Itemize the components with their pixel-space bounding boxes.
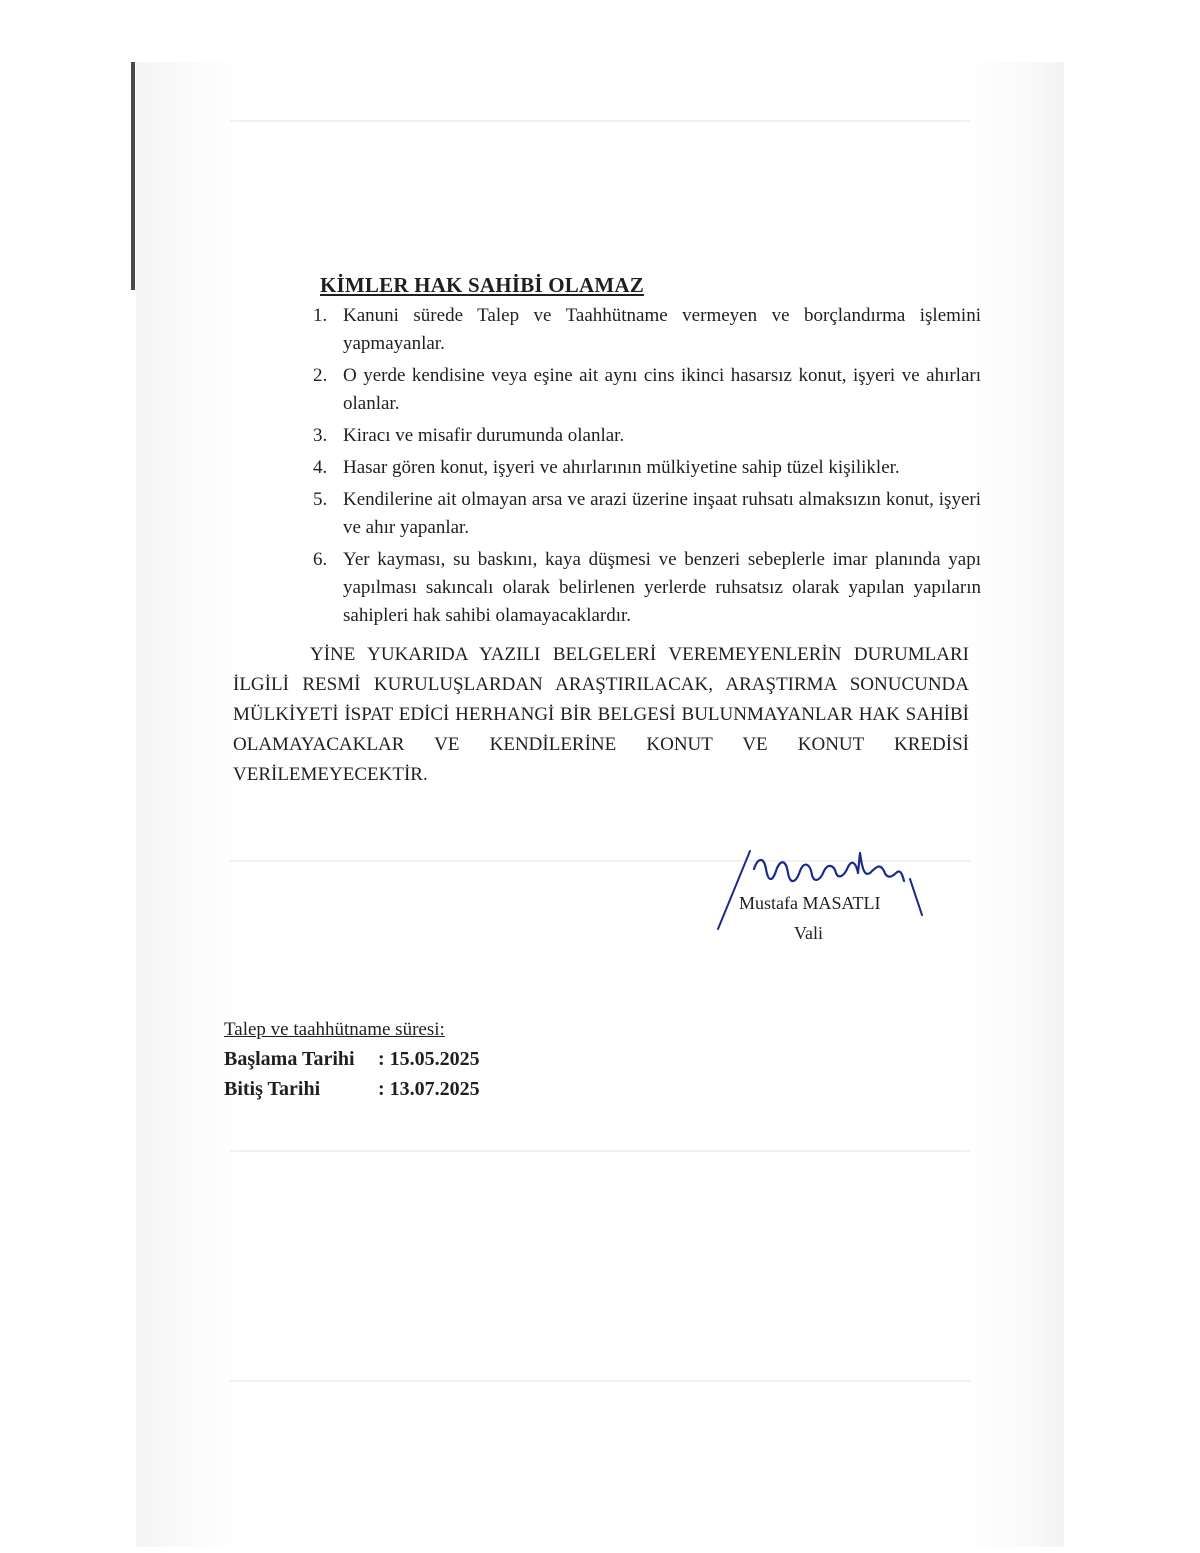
item-text: Kendilerine ait olmayan arsa ve arazi üzerine inşaat ruhsatı almaksızın konut, işyeri ve ahır yapanlar. (343, 489, 981, 538)
item-number: 1. (313, 305, 328, 326)
item-text: O yerde kendisine veya eşine ait aynı cins ikinci hasarsız konut, işyeri ve ahırları olanlar. (343, 365, 981, 414)
period-heading: Talep ve taahhütname süresi: (224, 1019, 445, 1040)
list-item (313, 422, 981, 450)
item-number: 4. (313, 457, 328, 478)
signer-name: Mustafa MASATLI (739, 893, 881, 913)
list-item (313, 546, 981, 630)
item-text: Kanuni sürede Talep ve Taahhütname vermeyen ve borçlandırma işlemini yapmayanlar. (343, 305, 981, 354)
item-number: 2. (313, 365, 328, 386)
signer-title: Vali (794, 923, 823, 943)
item-text: Yer kayması, su baskını, kaya düşmesi ve benzeri sebeplerle imar planında yapı yapılması sakıncalı olarak belirlenen yerlerde ruhsatsız olarak yapılan yapıların sahipleri hak sahibi olamayacaklardır. (343, 549, 981, 626)
show-through-line (230, 120, 970, 122)
ineligibility-list (313, 302, 981, 634)
show-through-line (230, 1150, 970, 1152)
show-through-line (230, 1380, 970, 1382)
end-date-row (224, 1078, 480, 1101)
item-text: Kiracı ve misafir durumunda olanlar. (343, 425, 625, 446)
notice-paragraph: YİNE YUKARIDA YAZILI BELGELERİ VEREMEYENLERİN DURUMLARI İLGİLİ RESMİ KURULUŞLARDAN ARAŞTIRILACAK, ARAŞTIRMA SONUCUNDA MÜLKİYETİ İSPAT EDİCİ HERHANGİ BİR BELGESİ BULUNMAYANLAR HAK SAHİBİ OLAMAYACAKLAR VE KENDİLERİNE KONUT VE KONUT KREDİSİ VERİLEMEYECEKTİR. (233, 644, 969, 785)
item-number: 6. (313, 549, 328, 570)
list-item (313, 454, 981, 482)
section-title: KİMLER HAK SAHİBİ OLAMAZ (320, 273, 644, 297)
start-date-label: Başlama Tarihi (224, 1048, 355, 1070)
item-number: 3. (313, 425, 328, 446)
paper-edge-shadow (131, 62, 135, 290)
start-date-value: : 15.05.2025 (378, 1048, 480, 1070)
end-date-label: Bitiş Tarihi (224, 1078, 321, 1100)
item-text: Hasar gören konut, işyeri ve ahırlarının mülkiyetine sahip tüzel kişilikler. (343, 457, 900, 478)
list-item (313, 302, 981, 358)
end-date-value: : 13.07.2025 (378, 1078, 480, 1100)
start-date-row (224, 1048, 480, 1071)
item-number: 5. (313, 489, 328, 510)
list-item (313, 362, 981, 418)
list-item (313, 486, 981, 542)
